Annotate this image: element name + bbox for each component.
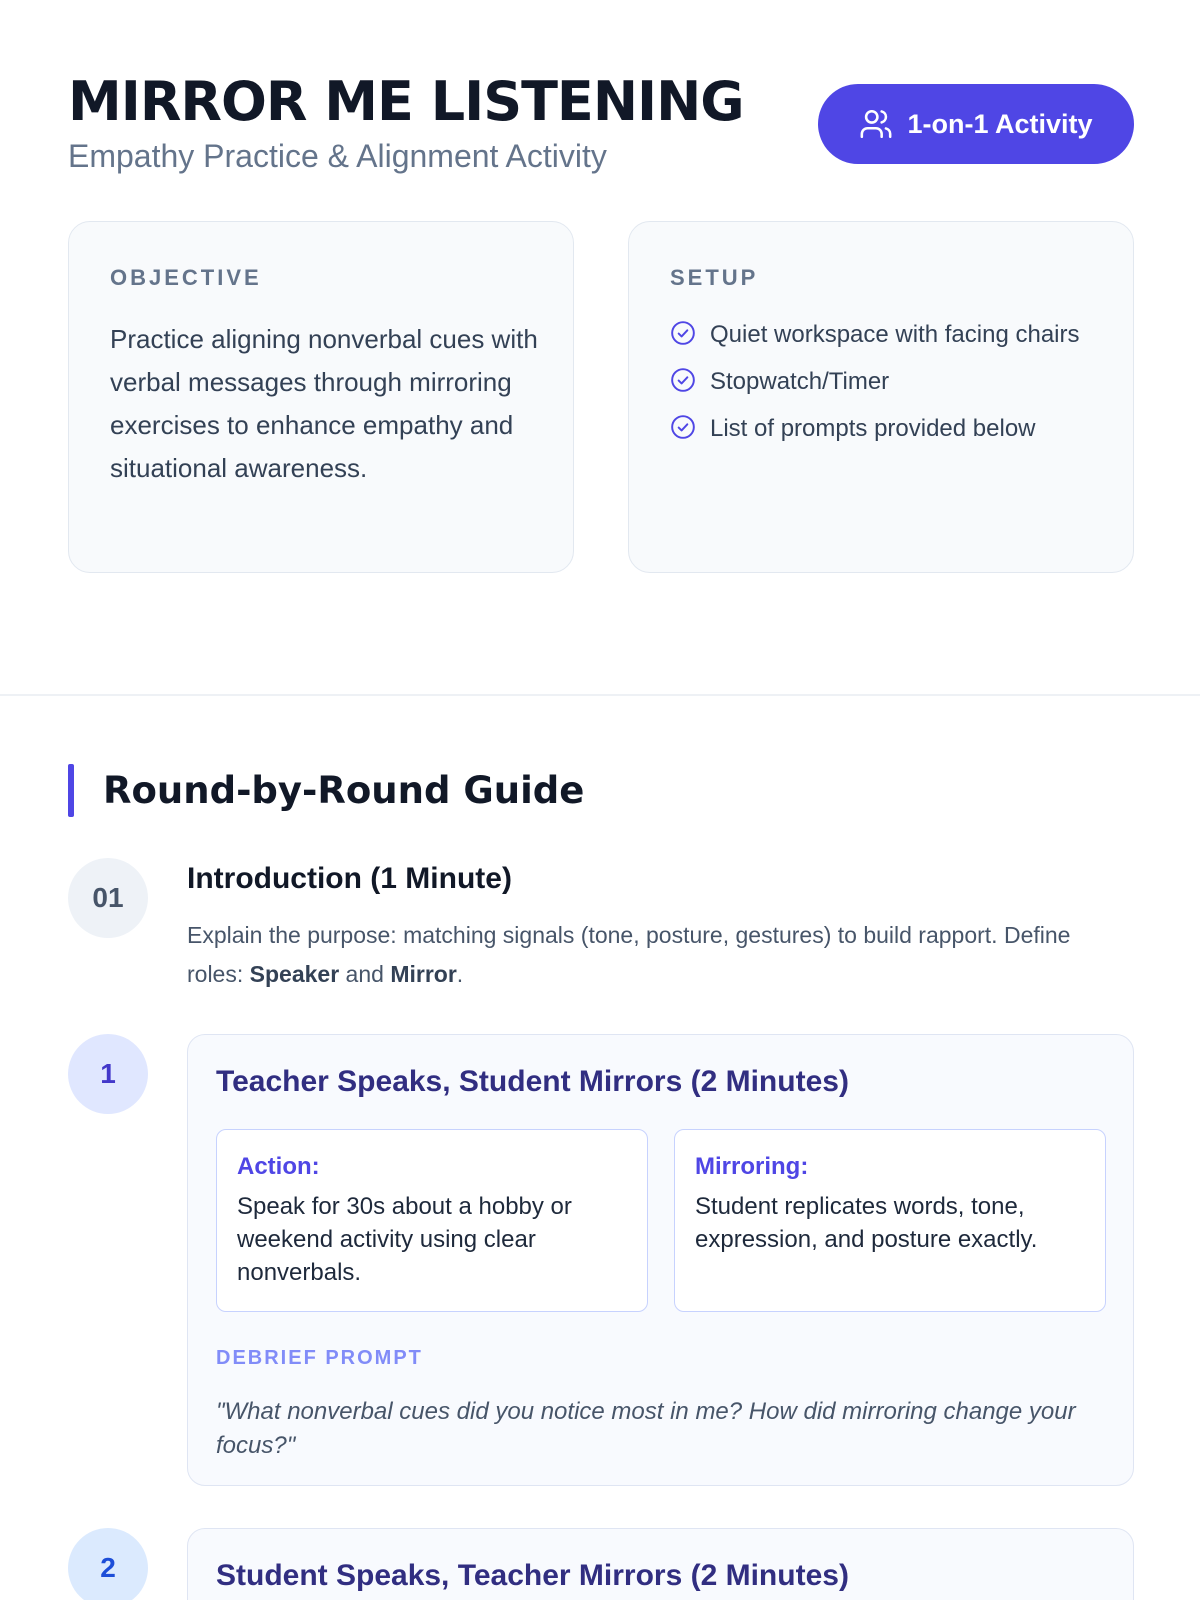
objective-text: Practice aligning nonverbal cues with verbal messages through mirroring exercises to enhance empathy and situational awareness. (110, 324, 538, 483)
mirroring-box (674, 1129, 1106, 1312)
round-number: 2 (68, 1528, 148, 1600)
setup-item-text: Quiet workspace with facing chairs (710, 321, 1080, 348)
action-label: Action: (237, 1153, 320, 1180)
objective-label: OBJECTIVE (110, 265, 262, 290)
setup-list (670, 318, 1090, 459)
guide-title: Round-by-Round Guide (103, 769, 585, 812)
setup-item-text: List of prompts provided below (710, 415, 1036, 442)
setup-item (670, 318, 1090, 351)
check-circle-icon (670, 414, 696, 440)
setup-label: SETUP (670, 265, 759, 290)
heading-accent-bar (68, 764, 74, 817)
setup-item-text: Stopwatch/Timer (710, 368, 890, 395)
mirroring-label: Mirroring: (695, 1153, 809, 1180)
page-header (68, 70, 1134, 190)
setup-card (628, 221, 1134, 573)
section-divider (0, 694, 1200, 696)
mirroring-text: Student replicates words, tone, expression, and posture exactly. (695, 1193, 1038, 1253)
intro-title: Introduction (1 Minute) (187, 862, 512, 895)
activity-badge-label: 1-on-1 Activity (907, 108, 1093, 139)
intro-text: Explain the purpose: matching signals (tone, posture, gestures) to build rapport. Define roles: Speaker and Mirror. (187, 922, 1071, 987)
round-title: Student Speaks, Teacher Mirrors (2 Minutes) (216, 1559, 849, 1592)
round-card (187, 1034, 1134, 1486)
users-icon (859, 107, 893, 141)
round-card (187, 1528, 1134, 1600)
check-circle-icon (670, 367, 696, 393)
round-title: Teacher Speaks, Student Mirrors (2 Minutes) (216, 1065, 849, 1098)
page-title: MIRROR ME LISTENING (68, 70, 744, 133)
activity-badge (818, 84, 1134, 164)
role-speaker: Speaker (249, 961, 340, 987)
round-number: 1 (68, 1034, 148, 1114)
debrief-text: "What nonverbal cues did you notice most in me? How did mirroring change your focus?" (216, 1398, 1076, 1459)
objective-card (68, 221, 574, 573)
setup-item (670, 412, 1090, 445)
setup-item (670, 365, 1090, 398)
action-box (216, 1129, 648, 1312)
guide-heading (68, 764, 584, 817)
debrief-label: DEBRIEF PROMPT (216, 1347, 423, 1369)
page-subtitle: Empathy Practice & Alignment Activity (68, 138, 607, 174)
role-mirror: Mirror (390, 961, 457, 987)
check-circle-icon (670, 320, 696, 346)
step-number: 01 (68, 858, 148, 938)
action-text: Speak for 30s about a hobby or weekend activity using clear nonverbals. (237, 1193, 572, 1286)
